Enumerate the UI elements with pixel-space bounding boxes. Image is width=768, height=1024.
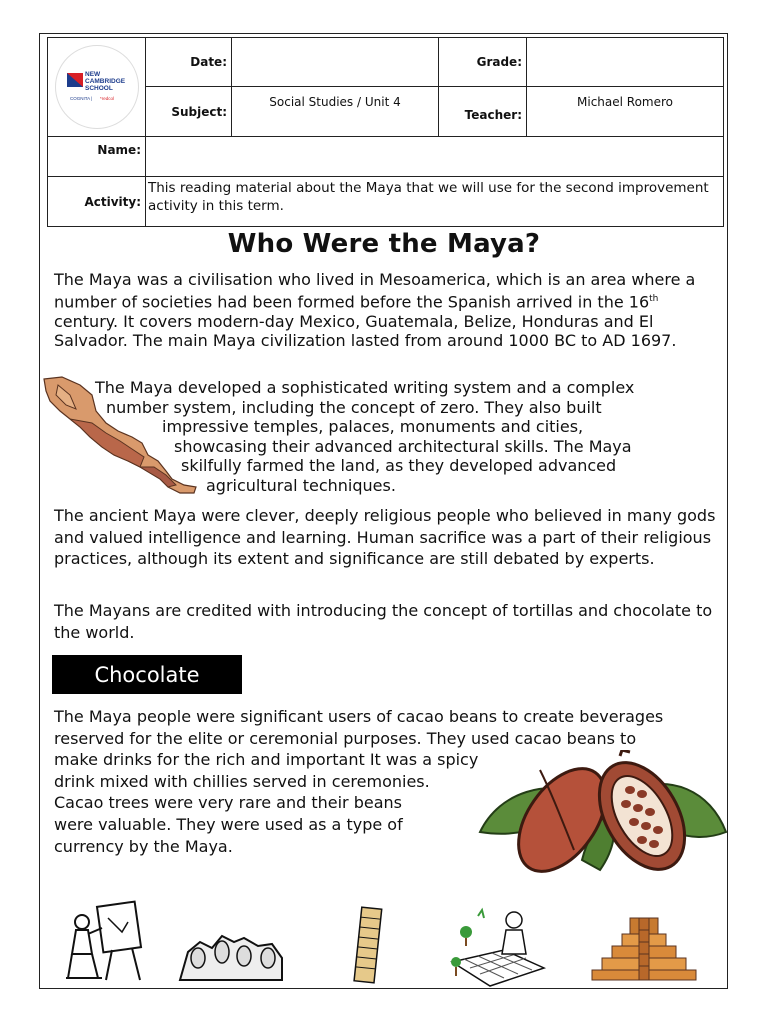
date-field[interactable] bbox=[232, 38, 439, 87]
subject-label: Subject: bbox=[146, 87, 232, 137]
svg-text:NEW: NEW bbox=[84, 71, 100, 78]
name-label: Name: bbox=[48, 137, 146, 177]
school-crest-icon bbox=[56, 46, 138, 128]
page-title: Who Were the Maya? bbox=[227, 229, 541, 259]
paragraph-tortillas: The Mayans are credited with introducing the concept of tortillas and chocolate to the world. bbox=[54, 601, 713, 642]
svg-text:COGNITA |: COGNITA | bbox=[69, 96, 92, 101]
cacao-line-5: Cacao trees were very rare and their beans bbox=[54, 793, 402, 813]
svg-text:*redcol: *redcol bbox=[99, 96, 114, 101]
teacher-label: Teacher: bbox=[439, 87, 527, 137]
writing-line-5: skilfully farmed the land, as they developed advanced bbox=[181, 456, 617, 476]
subject-value: Social Studies / Unit 4 bbox=[232, 87, 439, 137]
painter-icon bbox=[62, 898, 144, 982]
leaning-tower-icon bbox=[352, 904, 384, 984]
writing-line-3: impressive temples, palaces, monuments and cities, bbox=[162, 417, 584, 437]
svg-text:CAMBRIDGE: CAMBRIDGE bbox=[84, 78, 125, 85]
intro-text-start: The Maya was a civilisation who lived in Mesoamerica, which is an area where a number of societies had been formed before the Spanish arrived in the 16 bbox=[54, 270, 696, 311]
cacao-line-2: reserved for the elite or ceremonial purposes. They used cacao beans to bbox=[54, 728, 637, 748]
cacao-line-6: were valuable. They were used as a type of bbox=[54, 814, 403, 834]
paragraph-writing-system bbox=[54, 378, 634, 496]
intro-text-end: century. It covers modern-day Mexico, Guatemala, Belize, Honduras and El Salvador. The main Maya civilization lasted from around 1000 BC to AD 1697. bbox=[54, 311, 677, 351]
writing-line-4: showcasing their advanced architectural skills. The Maya bbox=[174, 436, 632, 456]
cacao-line-4: drink mixed with chillies served in ceremonies. bbox=[54, 771, 430, 791]
cacao-pod-icon bbox=[470, 750, 728, 880]
name-field[interactable] bbox=[146, 137, 724, 177]
cacao-line-3: make drinks for the rich and important It was a spicy bbox=[54, 750, 479, 770]
writing-line-1: The Maya developed a sophisticated writing system and a complex bbox=[95, 378, 635, 397]
intro-superscript: th bbox=[649, 293, 659, 304]
activity-label: Activity: bbox=[48, 177, 146, 227]
picnic-person-icon bbox=[444, 904, 548, 988]
cacao-line-1: The Maya people were significant users of cacao beans to create beverages bbox=[54, 707, 664, 726]
mayan-pyramid-icon bbox=[590, 910, 698, 982]
section-chip-chocolate: Chocolate bbox=[52, 655, 242, 694]
svg-text:SCHOOL: SCHOOL bbox=[84, 85, 113, 92]
paragraph-intro bbox=[54, 270, 714, 351]
school-logo bbox=[48, 38, 146, 137]
mount-rushmore-icon bbox=[178, 928, 284, 982]
teacher-value: Michael Romero bbox=[527, 87, 724, 137]
grade-label: Grade: bbox=[439, 38, 527, 87]
activity-value: This reading material about the Maya that we will use for the second improvement activity in this term. bbox=[146, 177, 724, 227]
writing-line-2: number system, including the concept of zero. They also built bbox=[106, 397, 602, 417]
paragraph-religion: The ancient Maya were clever, deeply religious people who believed in many gods and valued intelligence and learning. Human sacrifice was a part of their religious practices, although its extent and significance are still debated by experts. bbox=[54, 506, 716, 568]
date-label: Date: bbox=[146, 38, 232, 87]
cacao-line-7: currency by the Maya. bbox=[54, 836, 233, 856]
header-table bbox=[47, 37, 724, 227]
writing-line-6: agricultural techniques. bbox=[206, 475, 396, 495]
grade-field[interactable] bbox=[527, 38, 724, 87]
